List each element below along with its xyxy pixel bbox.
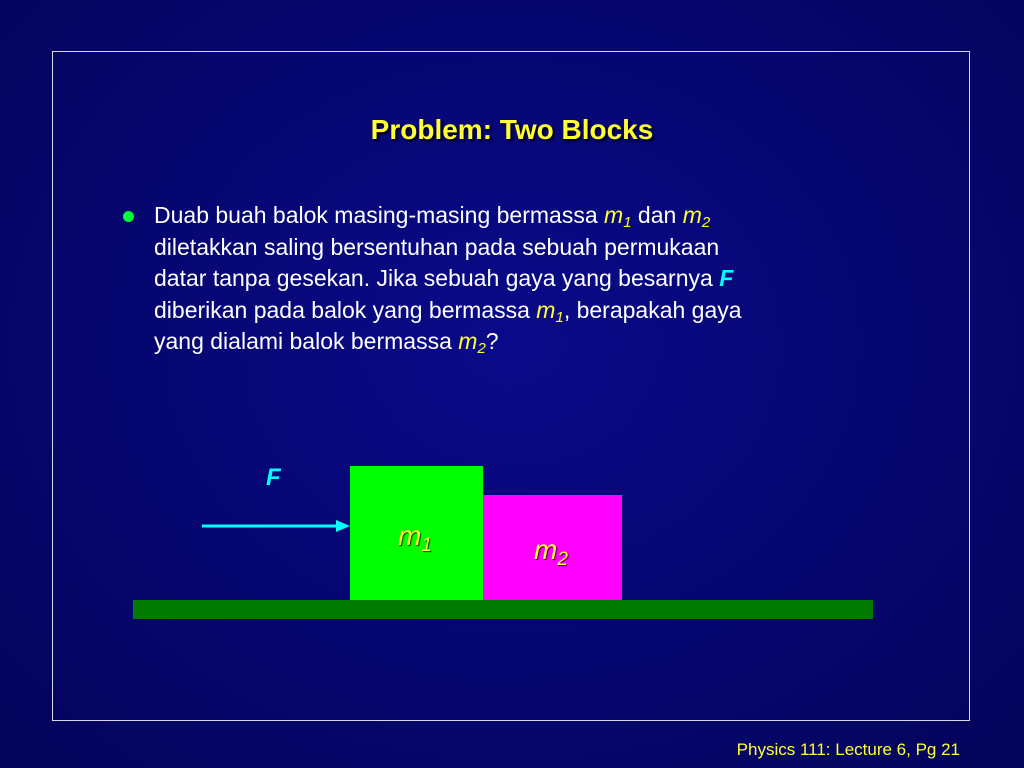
slide-footer: Physics 111: Lecture 6, Pg 21 (736, 740, 960, 759)
block-m1-label: $m_1$ (398, 520, 432, 556)
bullet-dot-icon (123, 211, 134, 222)
var-force: F (719, 265, 734, 291)
ground-surface (133, 600, 873, 619)
var-m1: $m_1$ (604, 202, 632, 231)
paragraph-line-5: yang dialami balok bermassa $m_2$? (154, 328, 499, 357)
block-m2-label: $m_2$ (534, 534, 568, 570)
paragraph-line-4: diberikan pada balok yang bermassa $m_1$, berapakah gaya (154, 296, 742, 326)
paragraph-line-3: datar tanpa gesekan. Jika sebuah gaya yang besarnya F (154, 265, 734, 291)
slide-frame (52, 51, 970, 721)
force-arrow-icon (200, 518, 350, 534)
force-label: F (266, 464, 281, 491)
problem-paragraph (154, 200, 914, 358)
paragraph-line-2: diletakkan saling bersentuhan pada sebuah permukaan (154, 233, 720, 260)
var-m2: $m_2$ (682, 202, 711, 231)
var-m2: $m_2$ (458, 328, 486, 357)
var-m1: $m_1$ (536, 296, 564, 326)
paragraph-line-1: Duab buah balok masing-masing bermassa $m_1$ dan $m_2$ (154, 202, 711, 231)
slide-title: Problem: Two Blocks (370, 114, 654, 145)
